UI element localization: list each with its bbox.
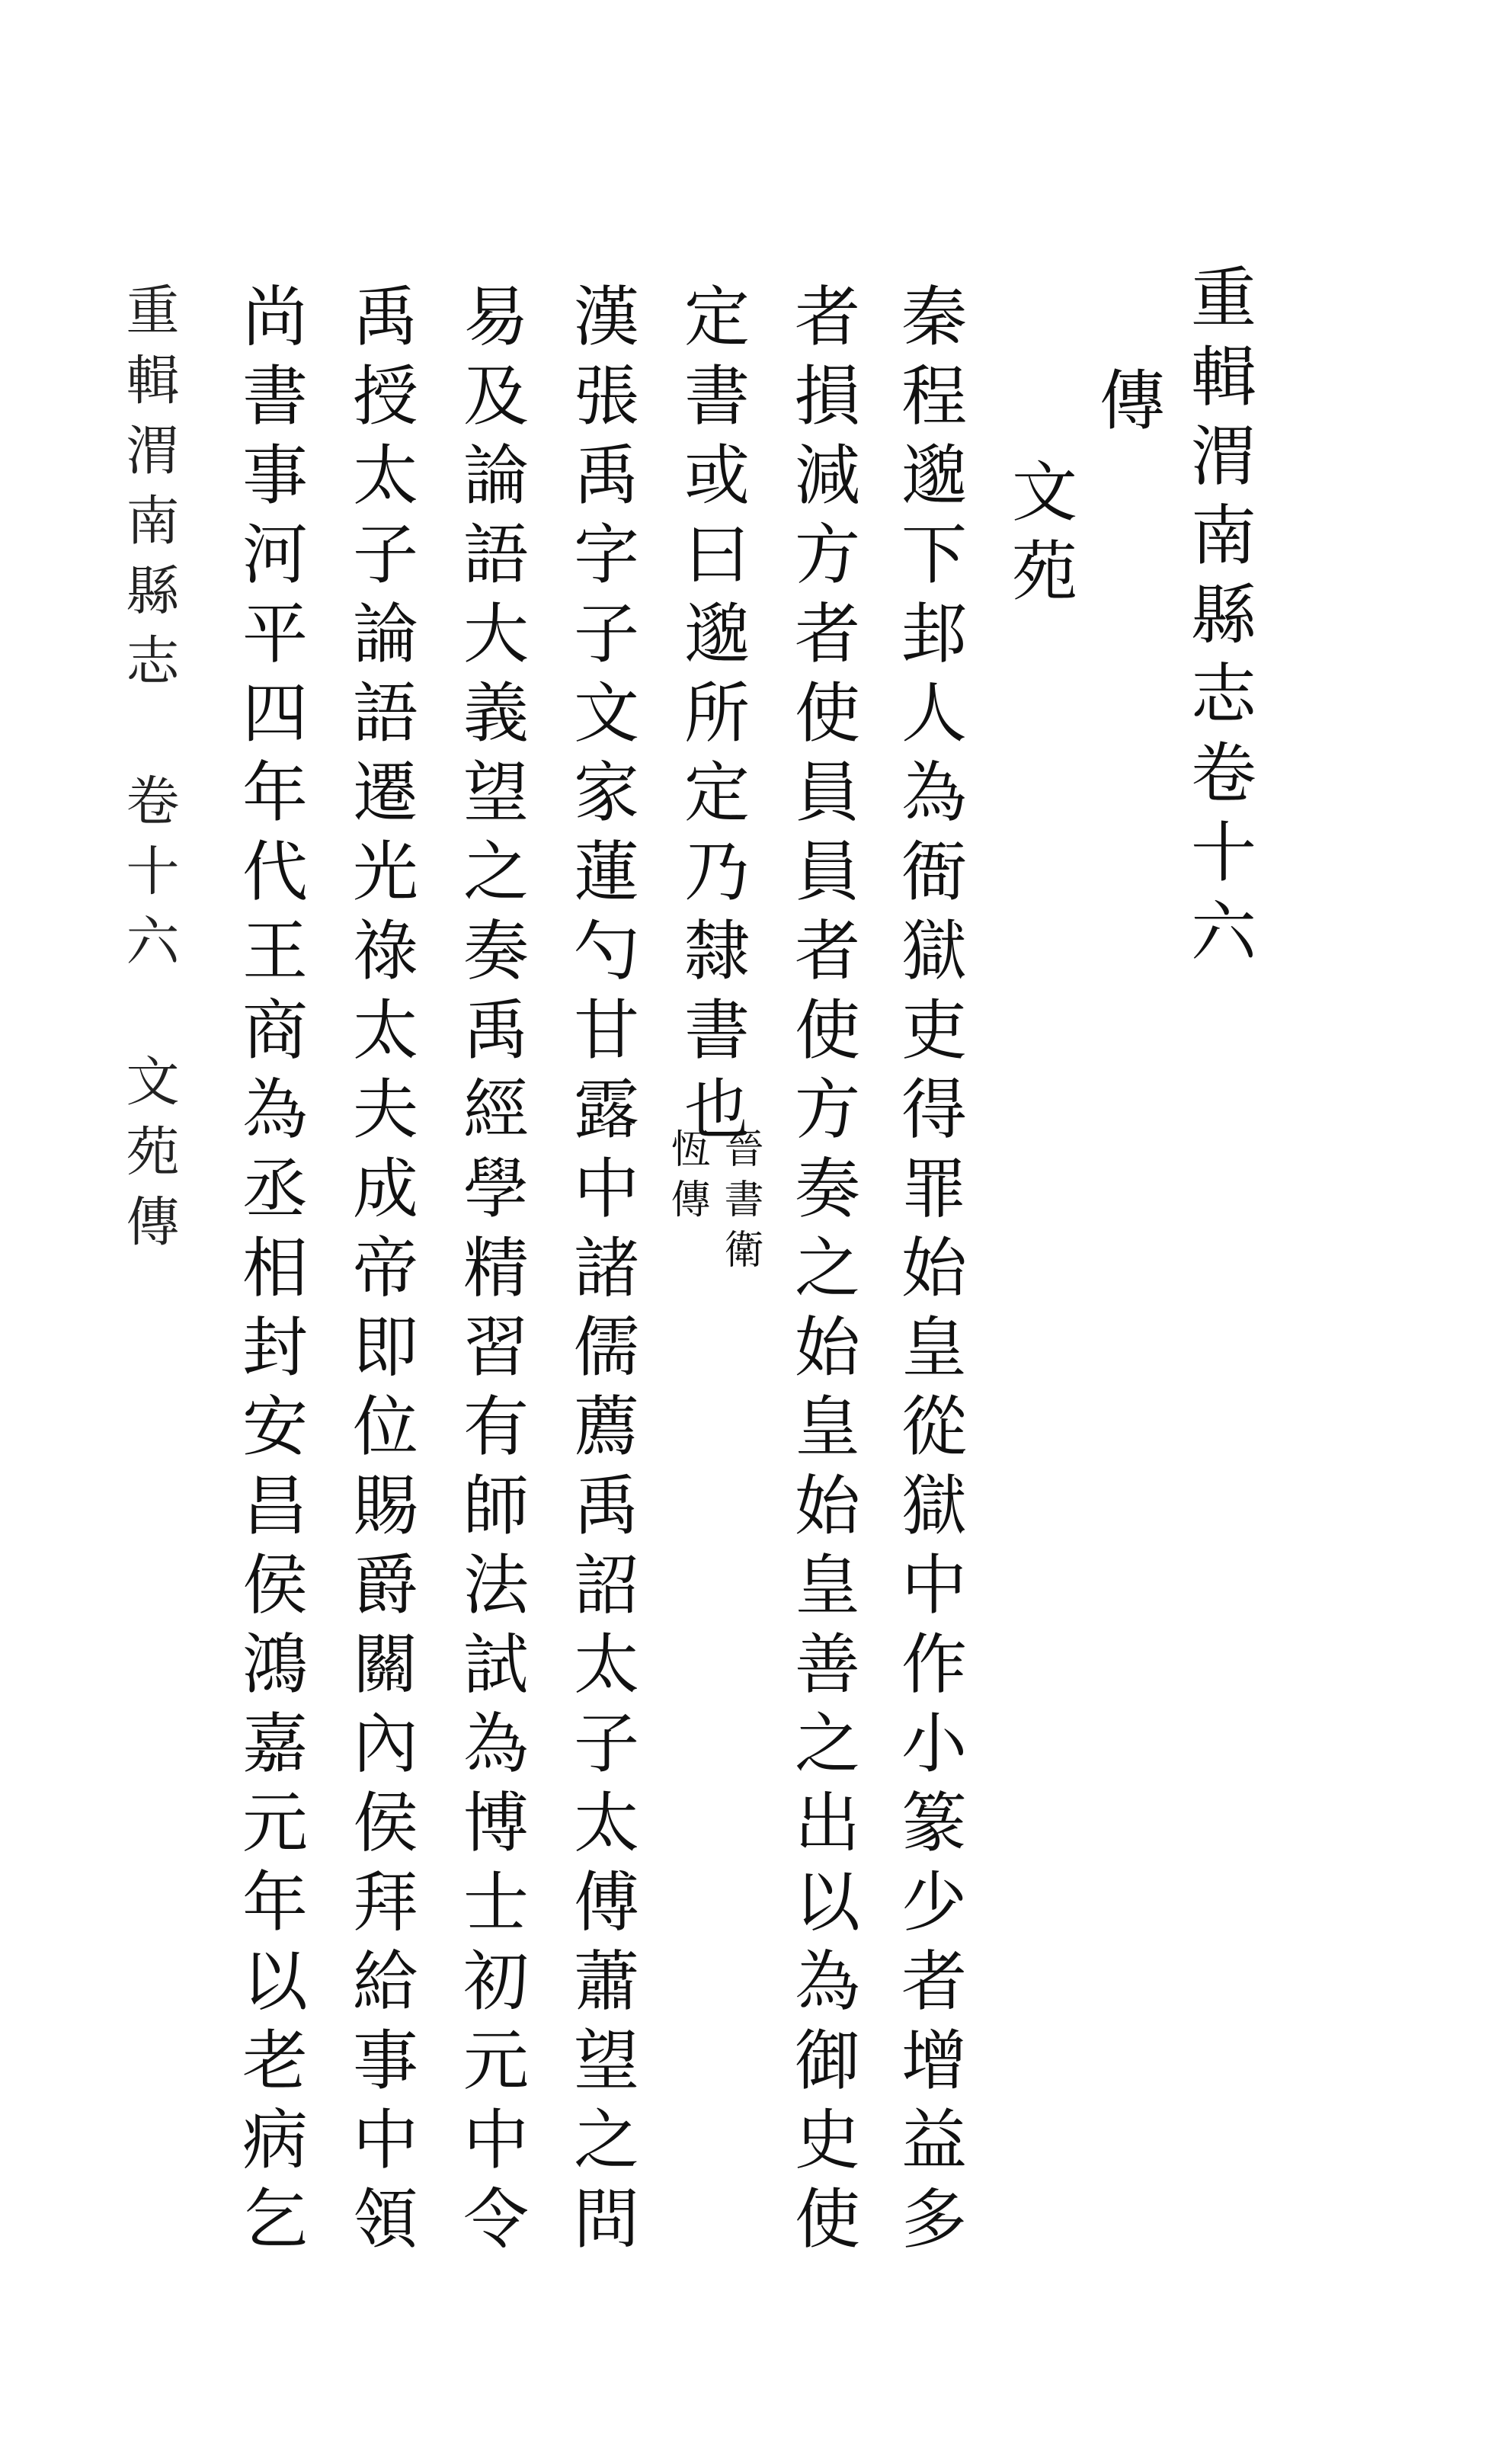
- section-heading: 傳: [1088, 366, 1164, 445]
- interlinear-note-right: 晉書衛: [717, 1128, 763, 1279]
- book-title: 重輯渭南縣志卷十六: [1180, 263, 1256, 976]
- text-column-3: 定書或曰邈所定乃隸書也: [673, 282, 749, 1154]
- text-column-4: 漢張禹字子文家蓮勺甘露中諸儒薦禹詔太子太傅蕭望之問: [562, 282, 639, 2264]
- text-column-6: 禹授太子論語遷光祿太夫成帝即位賜爵關內侯拜給事中領: [341, 282, 418, 2264]
- interlinear-note-left: 恆傳: [664, 1128, 709, 1229]
- margin-running-title: 重輯渭南縣志 卷十六 文苑傳: [117, 282, 180, 1264]
- text-column-1: 秦程邈下邽人為衙獄吏得罪始皇從獄中作小篆少者增益多: [890, 282, 966, 2264]
- text-column-5: 易及論語大義望之奏禹經學精習有師法試為博士初元中令: [452, 282, 528, 2264]
- subsection-heading: 文苑: [1000, 457, 1077, 616]
- text-column-2: 者損減方者使員員者使方奏之始皇始皇善之出以為御史使: [783, 282, 859, 2264]
- text-column-7: 尚書事河平四年代王商為丞相封安昌侯鴻嘉元年以老病乞: [231, 282, 307, 2264]
